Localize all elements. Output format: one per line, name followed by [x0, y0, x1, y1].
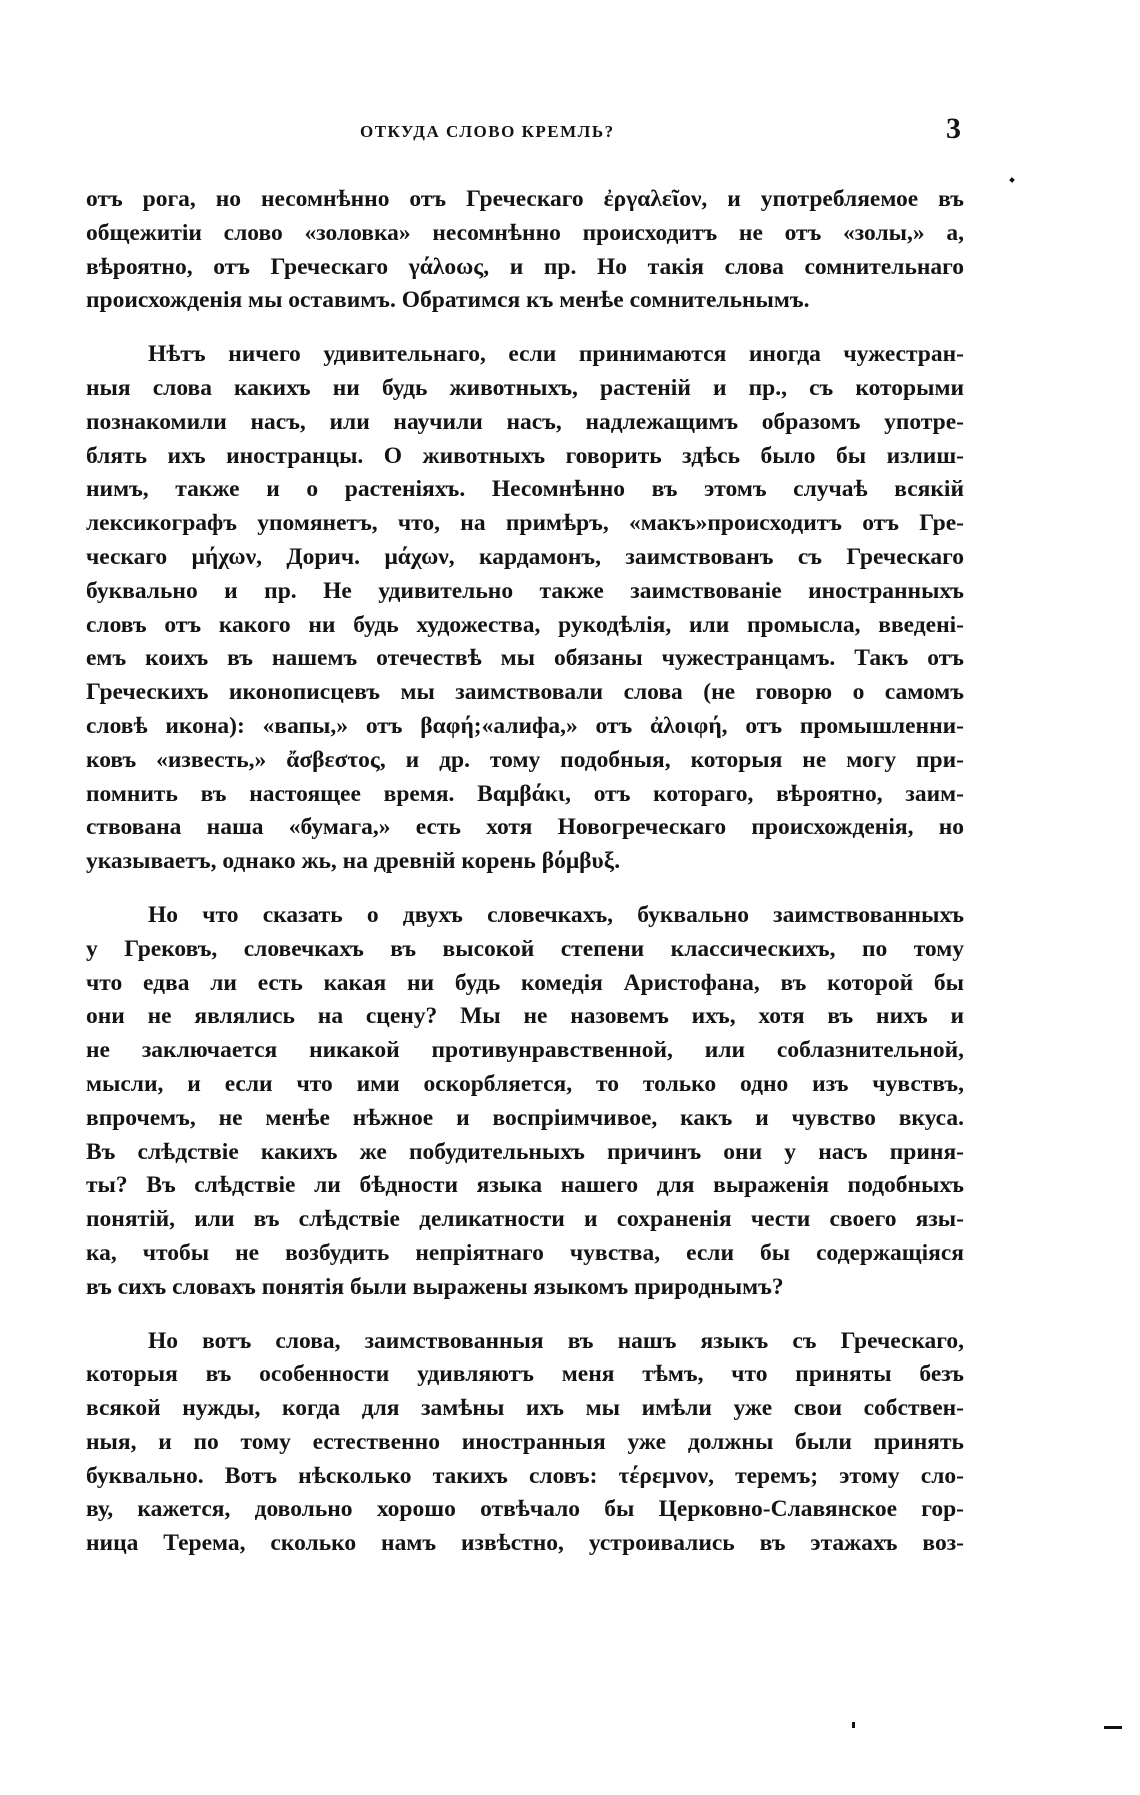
- scan-speck: [1009, 177, 1015, 183]
- text-line: не заключается никакой противунравственной, или соблазнительной,: [86, 1037, 964, 1064]
- text-line: въ сихъ словахъ понятія были выражены языкомъ природнымъ?: [86, 1273, 784, 1300]
- text-line: буквально. Вотъ нѣсколько такихъ словъ: τέρεμνον, теремъ; этому сло-: [86, 1462, 964, 1489]
- text-line: ныя слова какихъ ни будь животныхъ, растеній и пр., съ которыми: [86, 374, 964, 401]
- text-line: лексикографъ упомянетъ, что, на примѣръ, «макъ»происходитъ отъ Гре-: [86, 510, 964, 537]
- text-line: Греческихъ иконописцевъ мы заимствовали слова (не говорю о самомъ: [86, 679, 964, 706]
- text-line: ныя, и по тому естественно иностранныя уже должны были принять: [86, 1428, 964, 1455]
- text-line: отъ рога, но несомнѣнно отъ Греческаго ἐργαλεῖον, и употребляемое въ: [86, 186, 964, 212]
- scan-speck: [852, 1722, 855, 1728]
- paragraph-4: [86, 1325, 964, 1562]
- text-line: происхожденія мы оставимъ. Обратимся къ менѣе сомнительнымъ.: [86, 287, 810, 314]
- text-line: помнить въ настоящее время. Βαμβάκι, отъ котораго, вѣроятно, заим-: [86, 780, 964, 807]
- text-line: блять ихъ иностранцы. О животныхъ говорить здѣсь было бы излиш-: [86, 442, 964, 469]
- text-line: мысли, и если что ими оскорбляется, то только одно изъ чувствъ,: [86, 1070, 964, 1097]
- text-line: вѣроятно, отъ Греческаго γάλοως, и пр. Но такія слова сомнительнаго: [86, 253, 964, 280]
- text-line: Но что сказать о двухъ словечкахъ, буквально заимствованныхъ: [148, 901, 964, 928]
- text-line: словѣ икона): «вапы,» отъ βαφή;«алифа,» отъ ἀλοιφή, отъ промышленни-: [86, 712, 964, 739]
- text-line: Въ слѣдствіе какихъ же побудительныхъ причинъ они у насъ приня-: [86, 1138, 964, 1165]
- text-line: у Грековъ, словечкахъ въ высокой степени классическихъ, по тому: [86, 935, 964, 962]
- text-line: ву, кажется, довольно хорошо отвѣчало бы Церковно-Славянское гор-: [86, 1496, 964, 1523]
- paragraph-3: [86, 899, 964, 1305]
- text-line: общежитіи слово «золовка» несомнѣнно происходитъ не отъ «золы,» а,: [86, 219, 964, 246]
- text-line: которыя въ особенности удивляютъ меня тѣмъ, что приняты безъ: [86, 1361, 964, 1388]
- text-line: ковъ «известь,» ἄσβεστος, и др. тому подобныя, которыя не могу при-: [86, 746, 964, 773]
- text-line: ствована наша «бумага,» есть хотя Новогреческаго происхожденія, но: [86, 814, 964, 841]
- text-line: буквально и пр. Не удивительно также заимствованіе иностранныхъ: [86, 577, 964, 604]
- text-line: ты? Въ слѣдствіе ли бѣдности языка нашего для выраженія подобныхъ: [86, 1172, 964, 1199]
- text-line: Но вотъ слова, заимствованныя въ нашъ языкъ съ Греческаго,: [148, 1327, 964, 1354]
- text-line: впрочемъ, не менѣе нѣжное и воспріимчивое, какъ и чувство вкуса.: [86, 1104, 964, 1131]
- text-line: нимъ, также и о растеніяхъ. Несомнѣнно въ этомъ случаѣ всякій: [86, 476, 964, 503]
- text-line: они не являлись на сцену? Мы не назовемъ ихъ, хотя въ нихъ и: [86, 1003, 964, 1030]
- text-line: ница Терема, сколько намъ извѣстно, устроивались въ этажахъ воз-: [86, 1530, 964, 1557]
- text-line: всякой нужды, когда для замѣны ихъ мы имѣли уже свои собствен-: [86, 1395, 964, 1422]
- text-line: указываетъ, однако жь, на древній корень βόμβυξ.: [86, 848, 621, 875]
- text-line: ка, чтобы не возбудить непріятнаго чувства, если бы содержащіяся: [86, 1239, 964, 1266]
- paragraph-1: [86, 183, 964, 318]
- text-line: словъ отъ какого ни будь художества, рукодѣлія, или промысла, введені-: [86, 611, 964, 638]
- text-line: познакомили насъ, или научили насъ, надлежащимъ образомъ употре-: [86, 408, 964, 435]
- text-line: Нѣтъ ничего удивительнаго, если принимаются иногда чужестран-: [148, 341, 964, 368]
- body-text: [86, 183, 964, 1581]
- scan-speck: [1104, 1726, 1122, 1729]
- paragraph-2: [86, 338, 964, 879]
- page-number: 3: [946, 112, 961, 145]
- text-line: ческаго μήχων, Дорич. μάχων, кардамонъ, заимствованъ съ Греческаго: [86, 543, 964, 570]
- text-line: емъ коихъ въ нашемъ отечествѣ мы обязаны чужестранцамъ. Такъ отъ: [86, 645, 964, 672]
- text-line: понятій, или въ слѣдствіе деликатности и сохраненія чести своего язы-: [86, 1206, 964, 1233]
- running-head: ОТКУДА СЛОВО КРЕМЛЬ?: [360, 122, 615, 141]
- text-line: что едва ли есть какая ни будь комедія Аристофана, въ которой бы: [86, 969, 964, 996]
